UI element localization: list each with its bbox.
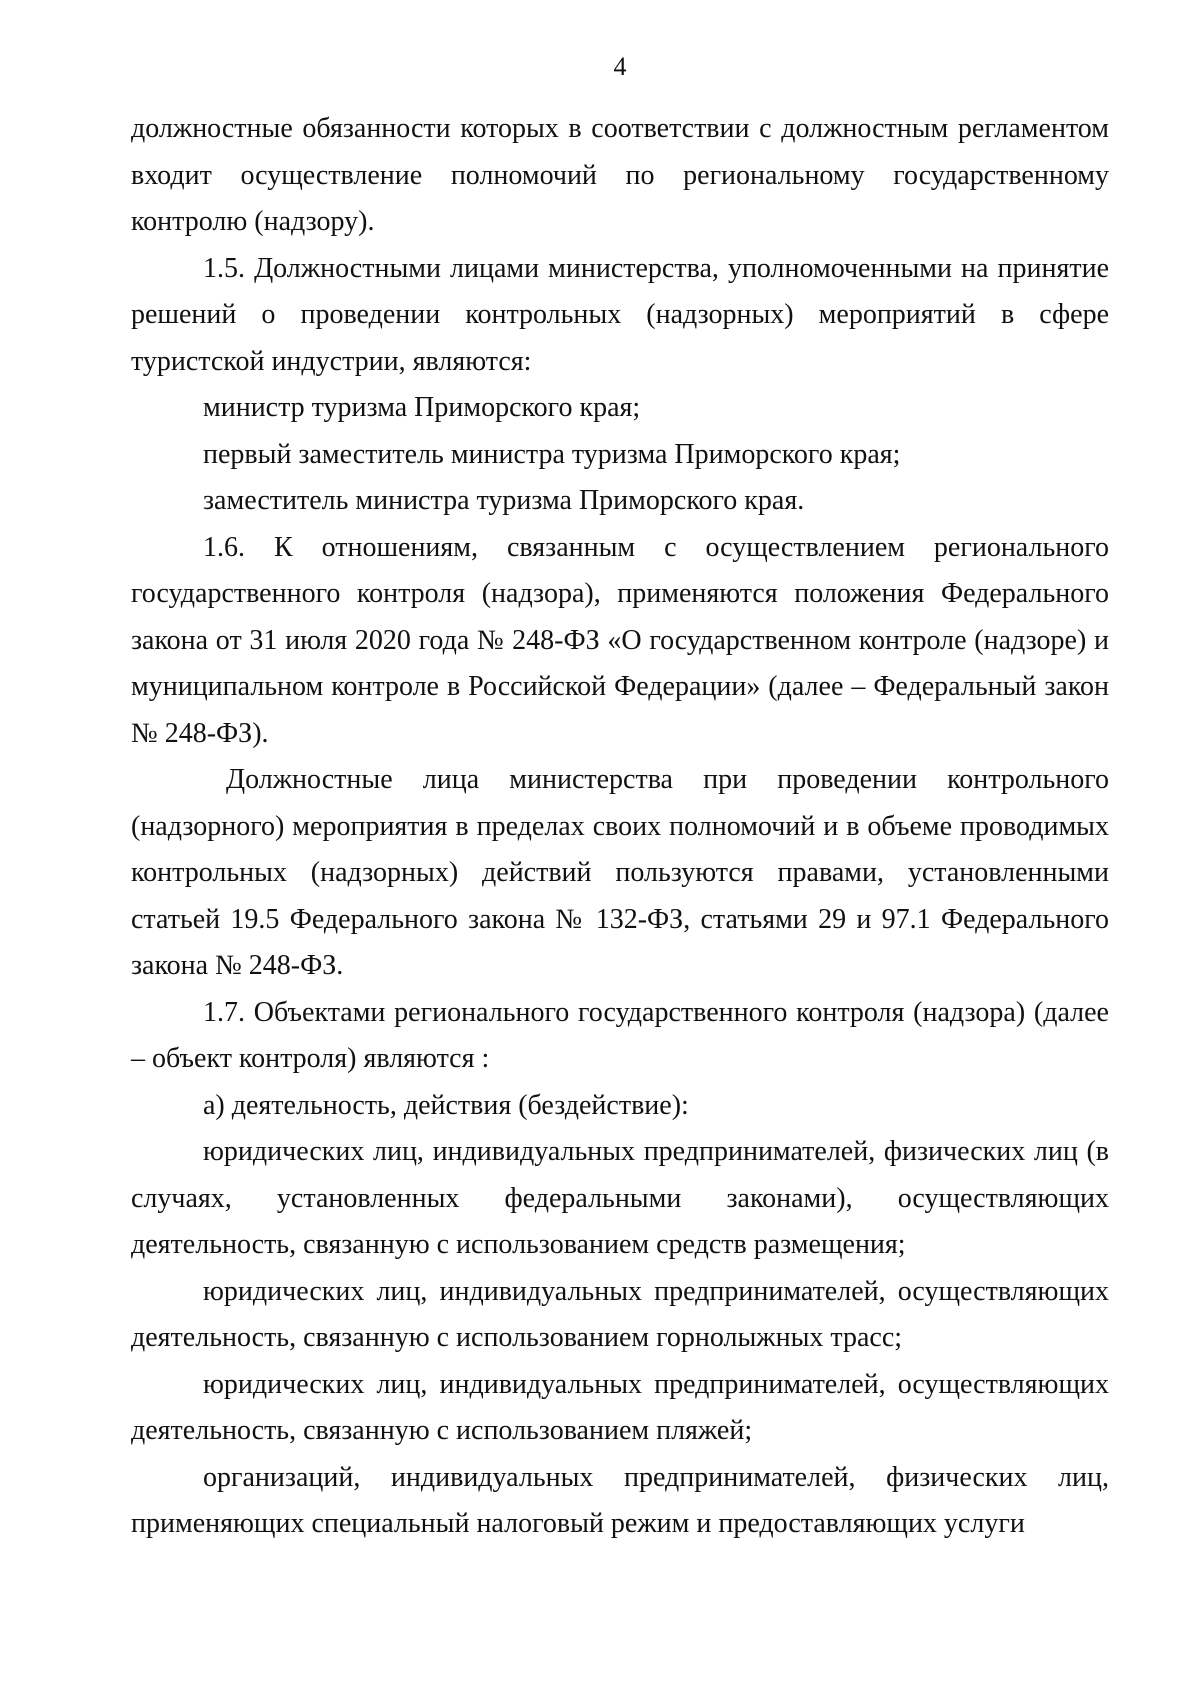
- document-body: [131, 106, 1109, 1548]
- paragraph: 1.7. Объектами регионального государственного контроля (надзора) (далее – объект контроля) являются :: [131, 996, 1109, 1074]
- paragraph: 1.6. К отношениям, связанным с осуществлением регионального государственного контроля (надзора), применяются положения Федерального закона от 31 июля 2020 года № 248-ФЗ «О государственном контроле (надзоре) и муниципальном контроле в Российской Федерации» (далее – Федеральный закон № 248-ФЗ).: [131, 531, 1109, 749]
- paragraph: юридических лиц, индивидуальных предпринимателей, осуществляющих деятельность, связанную с использованием горнолыжных трасс;: [131, 1275, 1109, 1353]
- paragraph: должностные обязанности которых в соответствии с должностным регламентом входит осуществление полномочий по региональному государственному контролю (надзору).: [131, 113, 1109, 237]
- paragraph: заместитель министра туризма Приморского края.: [203, 485, 805, 516]
- paragraph: министр туризма Приморского края;: [203, 392, 641, 423]
- paragraph: а) деятельность, действия (бездействие):: [203, 1089, 689, 1121]
- paragraph: Должностные лица министерства при проведении контрольного (надзорного) мероприятия в пределах своих полномочий и в объеме проводимых контрольных (надзорных) действий пользуются правами, установленными статьей 19.5 Федерального закона № 132-ФЗ, статьями 29 и 97.1 Федерального закона № 248-ФЗ.: [131, 764, 1109, 981]
- paragraph: юридических лиц, индивидуальных предпринимателей, физических лиц (в случаях, установленных федеральными законами), осуществляющих деятельность, связанную с использованием средств размещения;: [131, 1136, 1109, 1260]
- paragraph: юридических лиц, индивидуальных предпринимателей, осуществляющих деятельность, связанную с использованием пляжей;: [131, 1368, 1109, 1446]
- paragraph: 1.5. Должностными лицами министерства, уполномоченными на принятие решений о проведении контрольных (надзорных) мероприятий в сфере туристской индустрии, являются:: [131, 252, 1109, 377]
- paragraph: организаций, индивидуальных предпринимателей, физических лиц, применяющих специальный налоговый режим и предоставляющих услуги: [131, 1461, 1109, 1539]
- page-number: 4: [613, 52, 627, 81]
- paragraph: первый заместитель министра туризма Приморского края;: [203, 438, 901, 470]
